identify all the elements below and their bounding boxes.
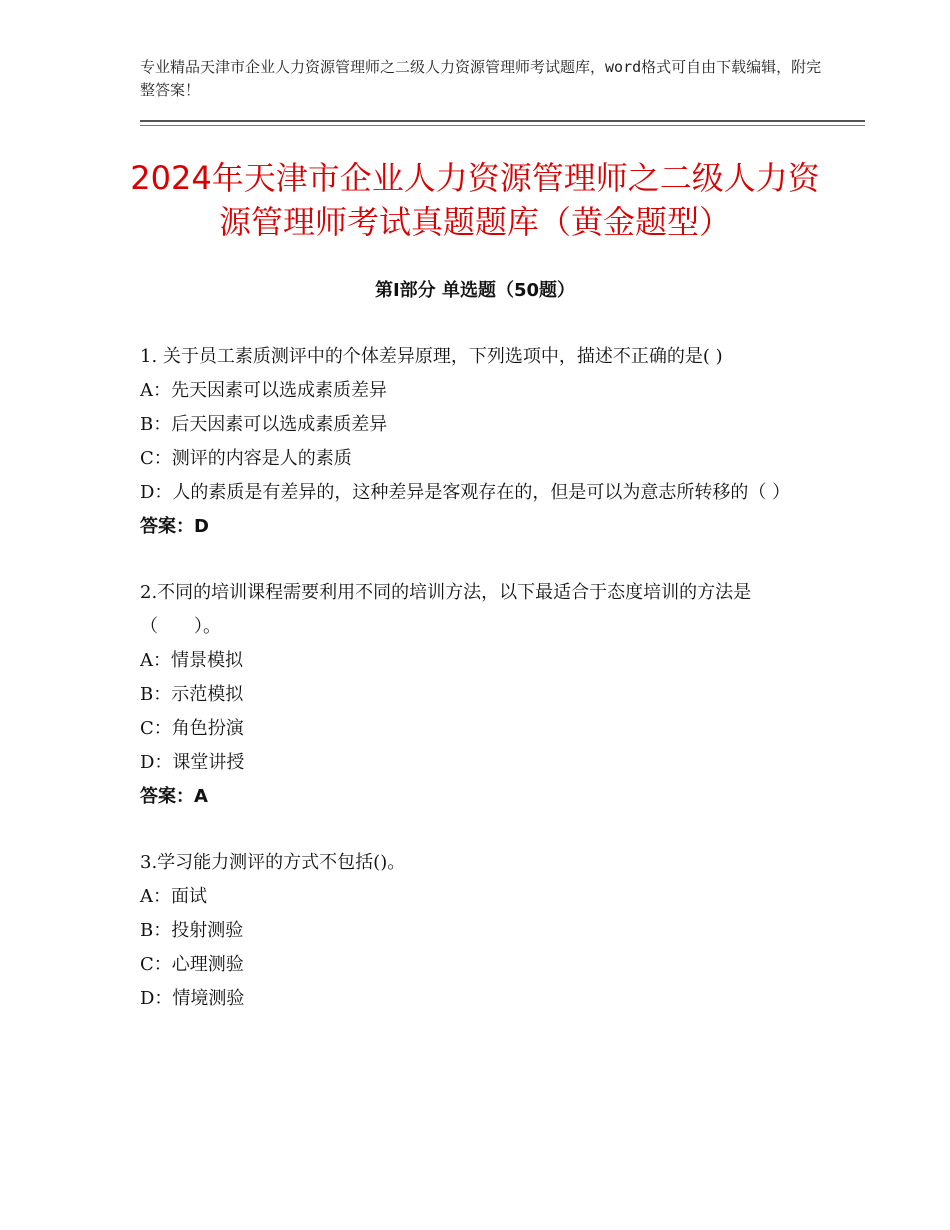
option-c: C：测评的内容是人的素质 [140, 448, 352, 469]
option-c: C：角色扮演 [140, 718, 244, 739]
answer: 答案：A [140, 786, 208, 807]
question-3 [140, 846, 812, 1016]
header-rule-thin [140, 125, 865, 126]
document-title: 2024年天津市企业人力资源管理师之二级人力资源管理师考试真题题库（黄金题型） [130, 159, 820, 241]
section-heading: 第Ⅰ部分 单选题（50题） [374, 280, 575, 301]
question-2 [140, 576, 812, 814]
question-list [140, 340, 812, 1048]
option-d: D：情境测验 [140, 988, 245, 1009]
option-d: D：课堂讲授 [140, 752, 245, 773]
option-b: B：示范模拟 [140, 684, 244, 705]
question-text: 2.不同的培训课程需要利用不同的培训方法，以下最适合于态度培训的方法是（ ）。 [140, 582, 752, 637]
option-a: A：情景模拟 [140, 650, 243, 671]
option-a: A：面试 [140, 886, 207, 907]
question-text: 3.学习能力测评的方式不包括()。 [140, 852, 406, 873]
option-c: C：心理测验 [140, 954, 244, 975]
header-note: 专业精品天津市企业人力资源管理师之二级人力资源管理师考试题库，word格式可自由下载编辑，附完整答案！ [140, 58, 822, 99]
question-text: 1. 关于员工素质测评中的个体差异原理，下列选项中，描述不正确的是( ) [140, 346, 723, 367]
option-b: B：投射测验 [140, 920, 244, 941]
option-d: D：人的素质是有差异的，这种差异是客观存在的，但是可以为意志所转移的（ ） [140, 482, 791, 503]
header-rule-thick [140, 120, 865, 122]
question-1 [140, 340, 812, 544]
option-a: A：先天因素可以选成素质差异 [140, 380, 387, 401]
answer: 答案：D [140, 516, 209, 537]
option-b: B：后天因素可以选成素质差异 [140, 414, 388, 435]
